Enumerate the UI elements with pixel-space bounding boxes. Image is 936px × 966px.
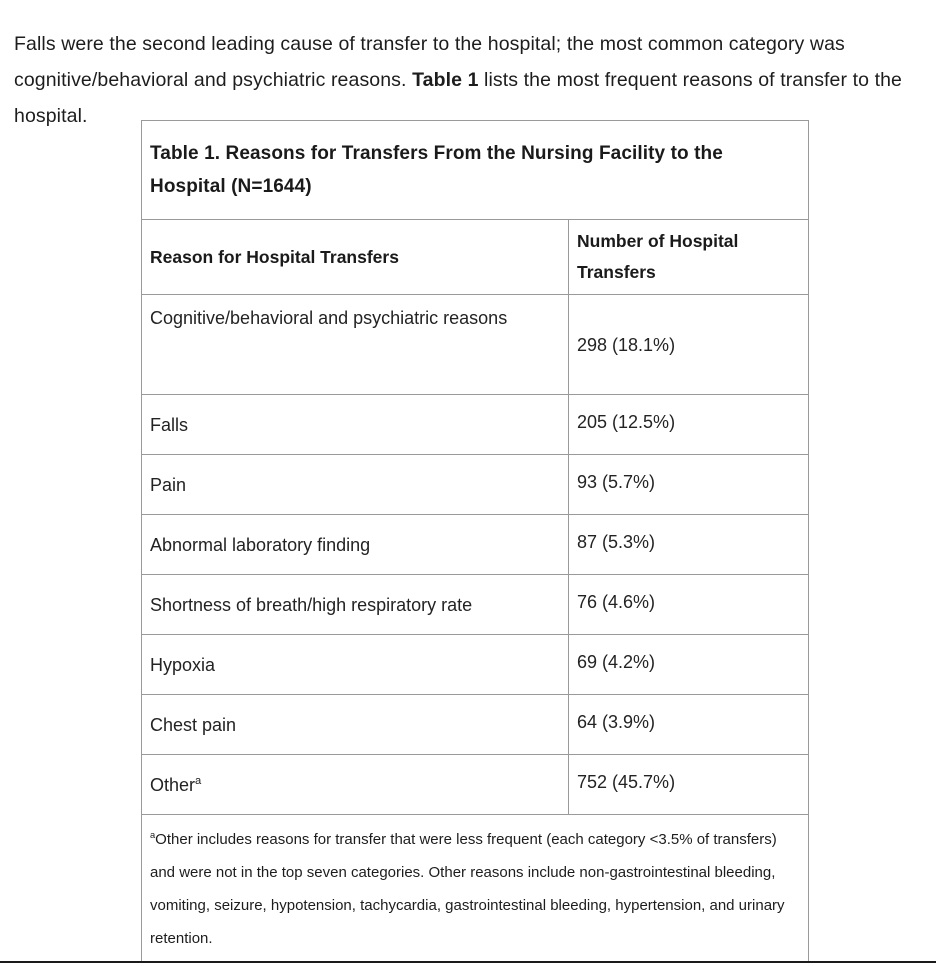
- row-reason: Hypoxia: [142, 635, 569, 695]
- row-reason: Chest pain: [142, 695, 569, 755]
- row-reason: Pain: [142, 455, 569, 515]
- row-reason: [142, 755, 569, 815]
- row-value-text: 87 (5.3%): [577, 531, 656, 552]
- footnote-text: Other includes reasons for transfer that were less frequent (each category <3.5% of transfers) and were not in the top seven categories. Other reasons include non-gastrointestinal bleeding, vomiting, seizure, hypotension, tachycardia, gastrointestinal bleeding, hypertension, and urinary retention.: [150, 830, 785, 947]
- row-value-text: 64 (3.9%): [577, 711, 656, 732]
- row-reason-text: Other: [150, 774, 196, 795]
- row-value: [569, 455, 809, 515]
- row-value-text: 93 (5.7%): [577, 471, 656, 492]
- table-row: [142, 295, 809, 395]
- table-container: [141, 120, 808, 963]
- table-footnote: [142, 815, 809, 963]
- row-value-text: 205 (12.5%): [577, 411, 676, 432]
- table-caption-row: [142, 121, 809, 220]
- row-value-text: 298 (18.1%): [577, 334, 676, 355]
- row-value-text: 76 (4.6%): [577, 591, 656, 612]
- table-header-row: [142, 220, 809, 295]
- row-reason: Falls: [142, 395, 569, 455]
- row-value: [569, 515, 809, 575]
- row-value: [569, 635, 809, 695]
- row-reason: Shortness of breath/high respiratory rate: [142, 575, 569, 635]
- table-row: [142, 395, 809, 455]
- row-value: [569, 755, 809, 815]
- footnote-superscript-icon: a: [150, 829, 156, 840]
- table-footnote-row: [142, 815, 809, 963]
- column-header-number: Number of Hospital Transfers: [569, 220, 809, 295]
- transfers-table: [141, 120, 809, 963]
- page-bottom-divider: [0, 961, 936, 963]
- row-value: [569, 575, 809, 635]
- row-reason: Cognitive/behavioral and psychiatric reasons: [142, 295, 569, 395]
- intro-table-reference: Table 1: [412, 68, 479, 91]
- table-row: [142, 575, 809, 635]
- table-row: [142, 755, 809, 815]
- row-value: [569, 695, 809, 755]
- table-row: [142, 515, 809, 575]
- column-header-reason: Reason for Hospital Transfers: [142, 220, 569, 295]
- table-row: [142, 695, 809, 755]
- row-value-text: 69 (4.2%): [577, 651, 656, 672]
- table-caption: Table 1. Reasons for Transfers From the Nursing Facility to the Hospital (N=1644): [142, 121, 809, 220]
- row-value: [569, 295, 809, 395]
- row-reason: Abnormal laboratory finding: [142, 515, 569, 575]
- footnote-marker-icon: a: [195, 774, 202, 787]
- intro-paragraph: [14, 26, 924, 134]
- row-value-text: 752 (45.7%): [577, 771, 676, 792]
- intro-text-part2: lists the most frequent reasons of transfer to the hospital.: [14, 68, 903, 127]
- intro-text-part1: Falls were the second leading cause of transfer to the hospital; the most common category was cognitive/behavioral and psychiatric reasons.: [14, 32, 845, 91]
- table-row: [142, 455, 809, 515]
- table-row: [142, 635, 809, 695]
- row-value: [569, 395, 809, 455]
